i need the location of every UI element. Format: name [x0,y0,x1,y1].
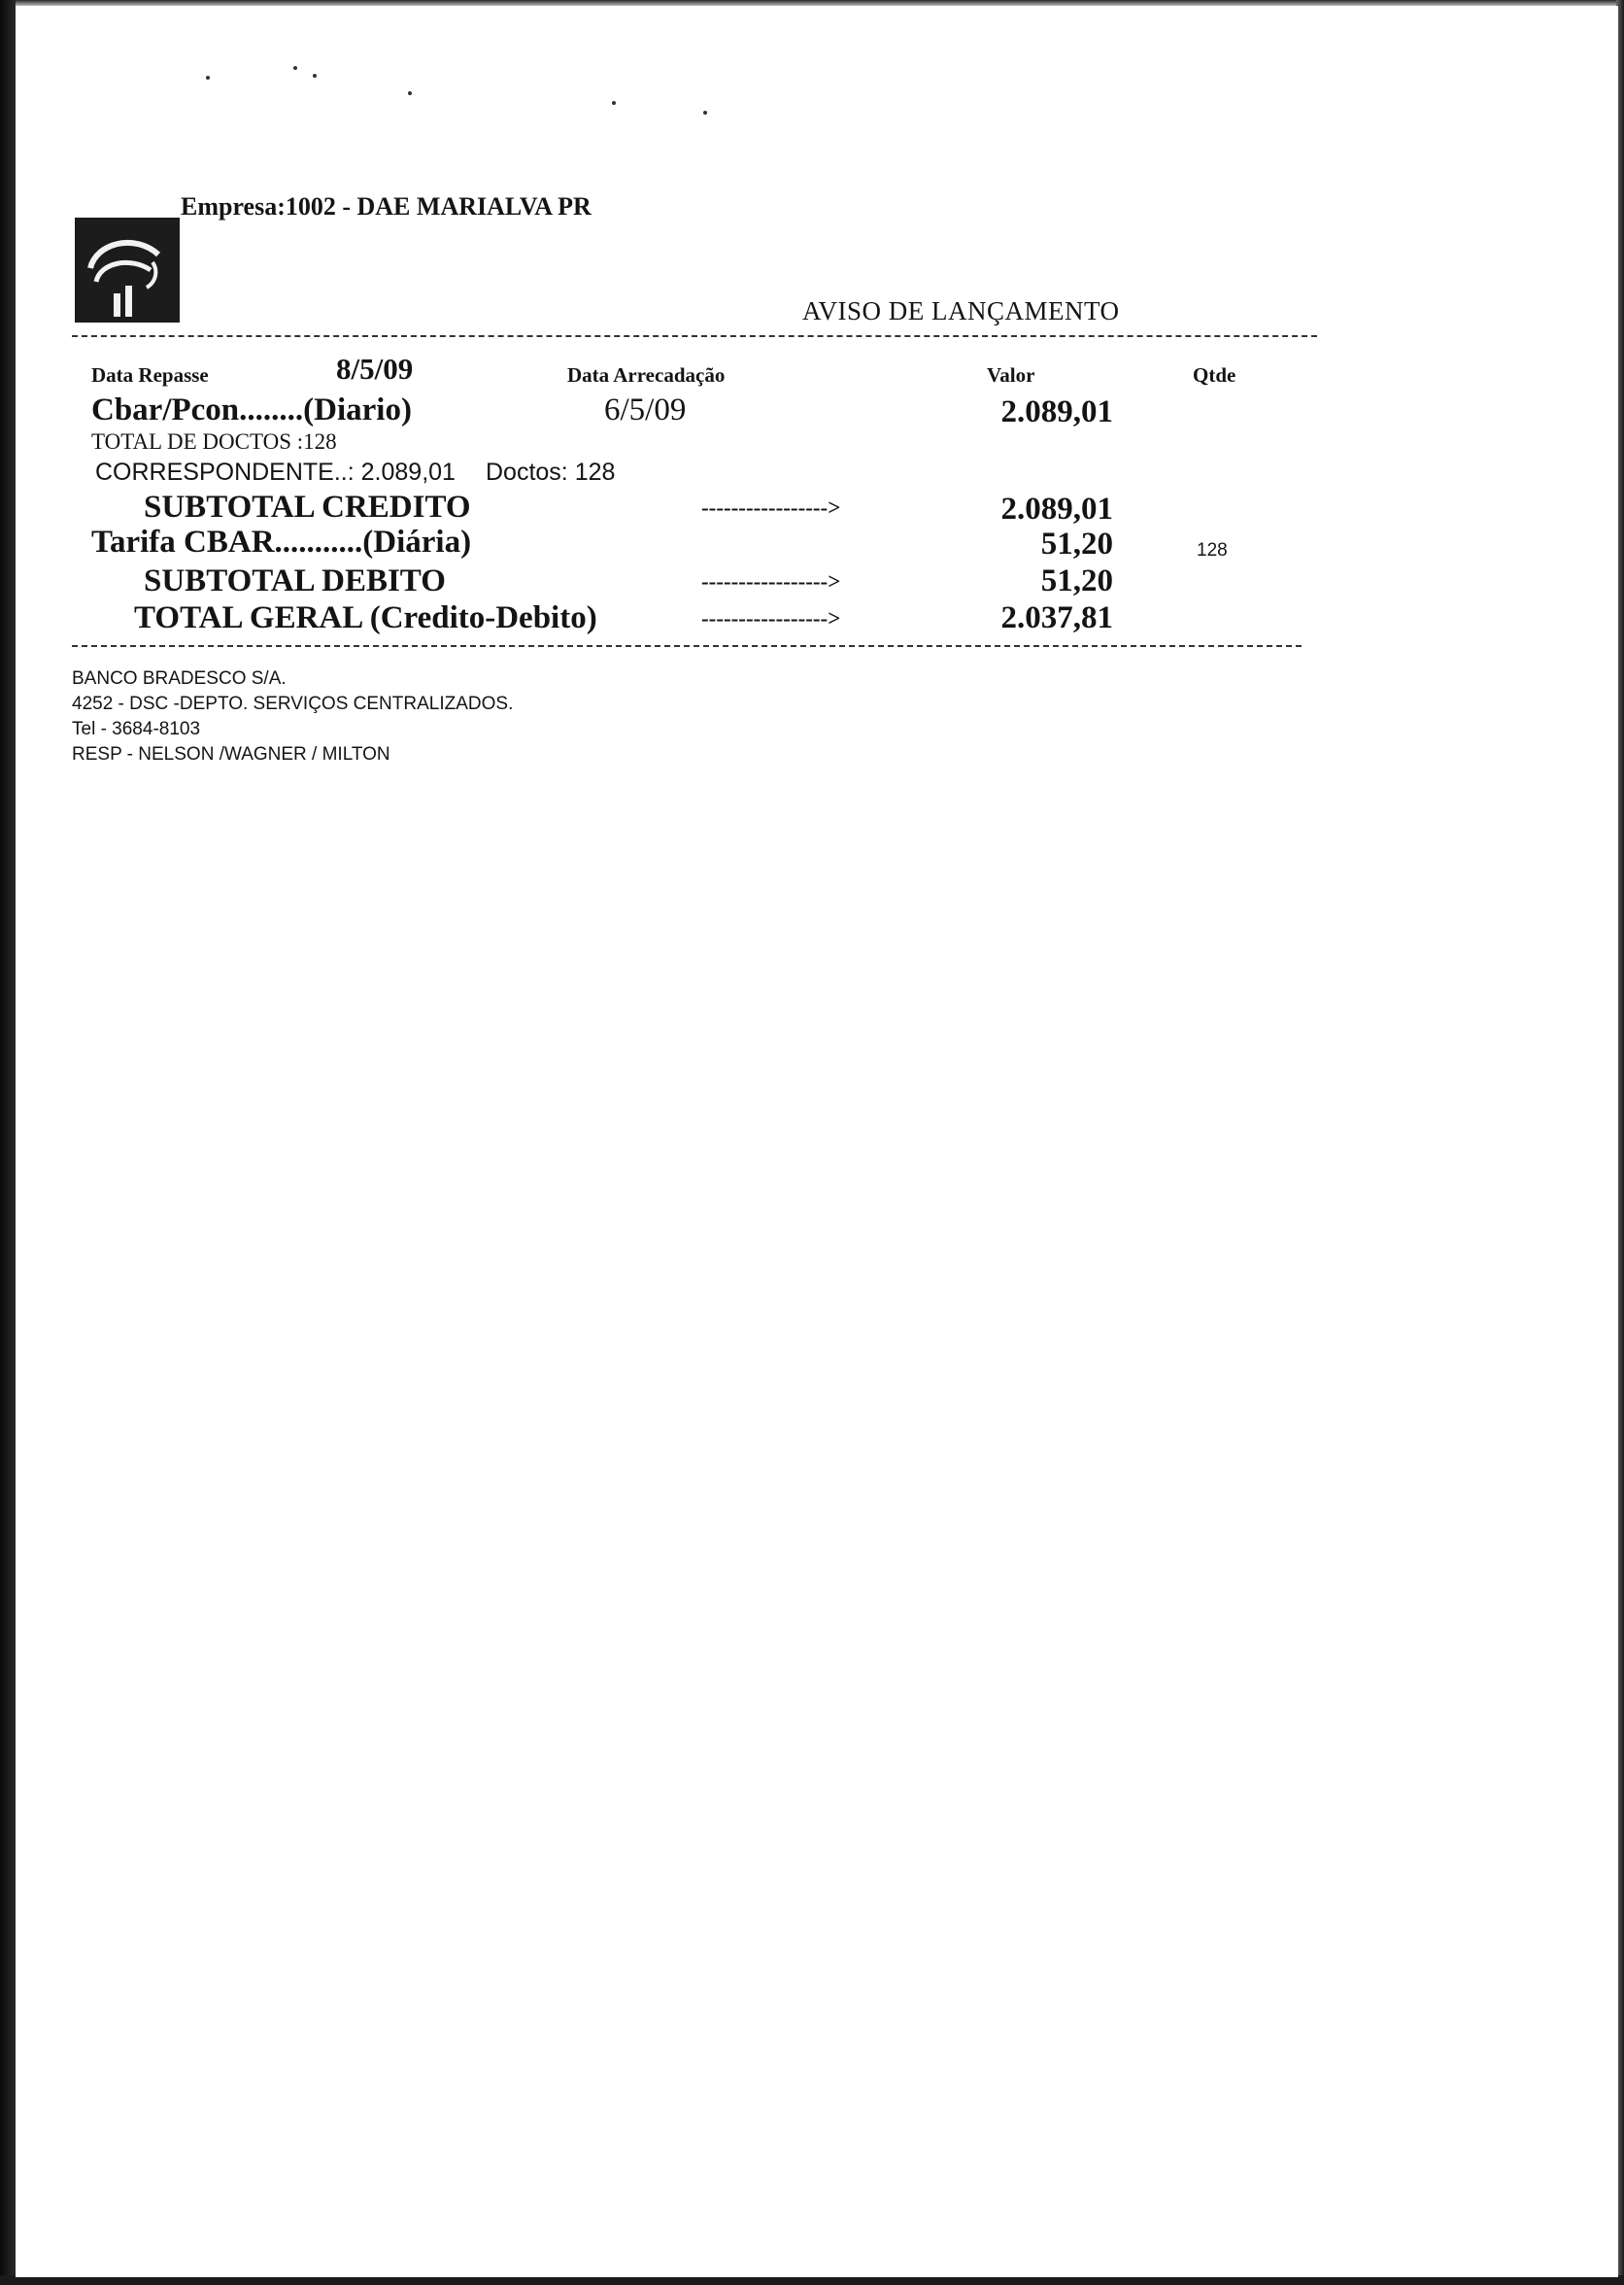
footer-phone: Tel - 3684-8103 [72,719,201,739]
cbar-label: Cbar/Pcon........(Diario) [91,392,412,427]
subtotal-debito-label: SUBTOTAL DEBITO [144,563,446,598]
tarifa-label: Tarifa CBAR...........(Diária) [91,525,472,560]
document-title: AVISO DE LANÇAMENTO [802,296,1120,325]
data-arrecadacao-label: Data Arrecadação [567,363,726,387]
subtotal-credito-value: 2.089,01 [1000,492,1113,527]
logo-mark-icon [75,218,180,323]
company-name: Empresa:1002 - DAE MARIALVA PR [181,192,592,221]
correspondente-doctos: Doctos: 128 [486,459,616,486]
total-geral-value: 2.037,81 [1000,600,1113,635]
valor-label: Valor [987,363,1035,387]
correspondente: CORRESPONDENTE..: 2.089,01 [95,459,456,486]
scanned-document [16,6,1618,2277]
cbar-value: 2.089,01 [1000,394,1113,429]
subtotal-debito-value: 51,20 [1040,563,1113,598]
scan-edge-left [0,0,16,2285]
subtotal-debito-arrow: -----------------> [701,569,841,594]
footer-responsible: RESP - NELSON /WAGNER / MILTON [72,744,390,765]
data-repasse-label: Data Repasse [91,363,209,387]
total-geral-arrow: -----------------> [701,606,841,631]
bradesco-logo-icon [75,218,180,323]
qtde-label: Qtde [1193,363,1236,387]
footer-department: 4252 - DSC -DEPTO. SERVIÇOS CENTRALIZADOS. [72,694,514,714]
scan-speck [313,74,317,78]
tarifa-qtde: 128 [1197,540,1228,561]
subtotal-credito-label: SUBTOTAL CREDITO [144,490,471,525]
divider-bottom [72,645,1302,647]
tarifa-value: 51,20 [1040,527,1113,562]
scan-speck [703,111,707,115]
footer-bank: BANCO BRADESCO S/A. [72,668,287,689]
total-doctos: TOTAL DE DOCTOS :128 [91,429,337,454]
scan-speck [408,91,412,95]
cbar-date: 6/5/09 [604,392,687,427]
scan-speck [612,101,616,105]
divider-top [72,335,1317,337]
total-geral-label: TOTAL GERAL (Credito-Debito) [134,600,597,635]
subtotal-credito-arrow: -----------------> [701,495,841,520]
scan-speck [206,76,210,80]
scan-speck [293,66,297,70]
data-repasse-value: 8/5/09 [336,352,414,386]
